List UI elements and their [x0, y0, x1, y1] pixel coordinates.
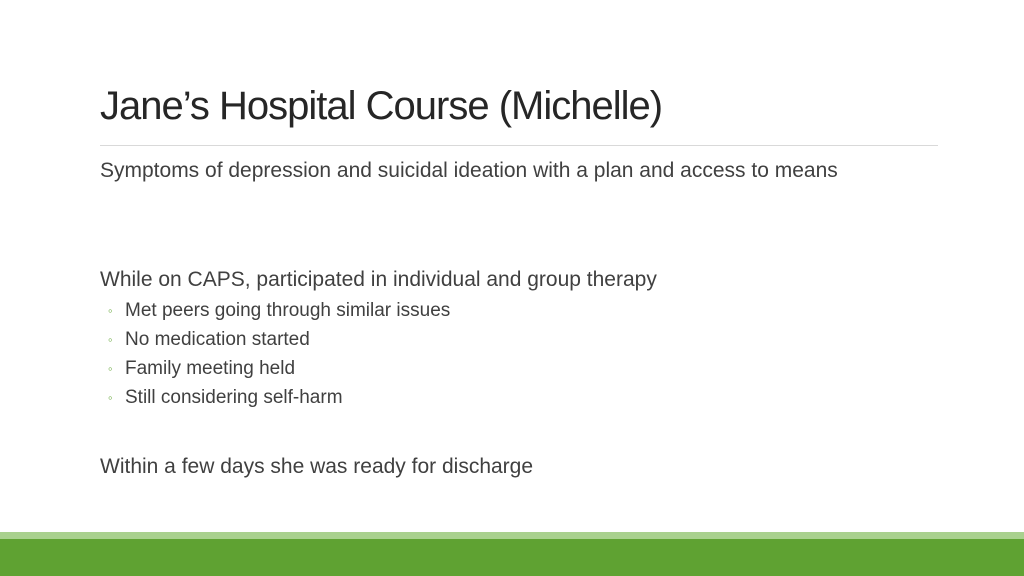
paragraph-discharge: Within a few days she was ready for discharge: [100, 455, 534, 478]
paragraph-caps-therapy: While on CAPS, participated in individual and group therapy: [100, 268, 657, 291]
circle-bullet-icon: ◦: [108, 303, 113, 318]
circle-bullet-icon: ◦: [108, 390, 113, 405]
list-item: [108, 296, 908, 325]
bullet-text: No medication started: [125, 329, 310, 350]
footer-band-light: [0, 532, 1024, 539]
slide-title: Jane’s Hospital Course (Michelle): [100, 84, 663, 128]
circle-bullet-icon: ◦: [108, 361, 113, 376]
footer-band-dark: [0, 539, 1024, 576]
title-divider: [100, 145, 938, 146]
bullet-text: Family meeting held: [125, 358, 296, 379]
bullet-text: Met peers going through similar issues: [125, 300, 451, 321]
list-item: [108, 354, 908, 383]
bullet-text: Still considering self-harm: [125, 387, 343, 408]
paragraph-symptoms: Symptoms of depression and suicidal ideation with a plan and access to means: [100, 159, 838, 182]
bullet-list: [108, 296, 908, 412]
list-item: [108, 383, 908, 412]
list-item: [108, 325, 908, 354]
circle-bullet-icon: ◦: [108, 332, 113, 347]
